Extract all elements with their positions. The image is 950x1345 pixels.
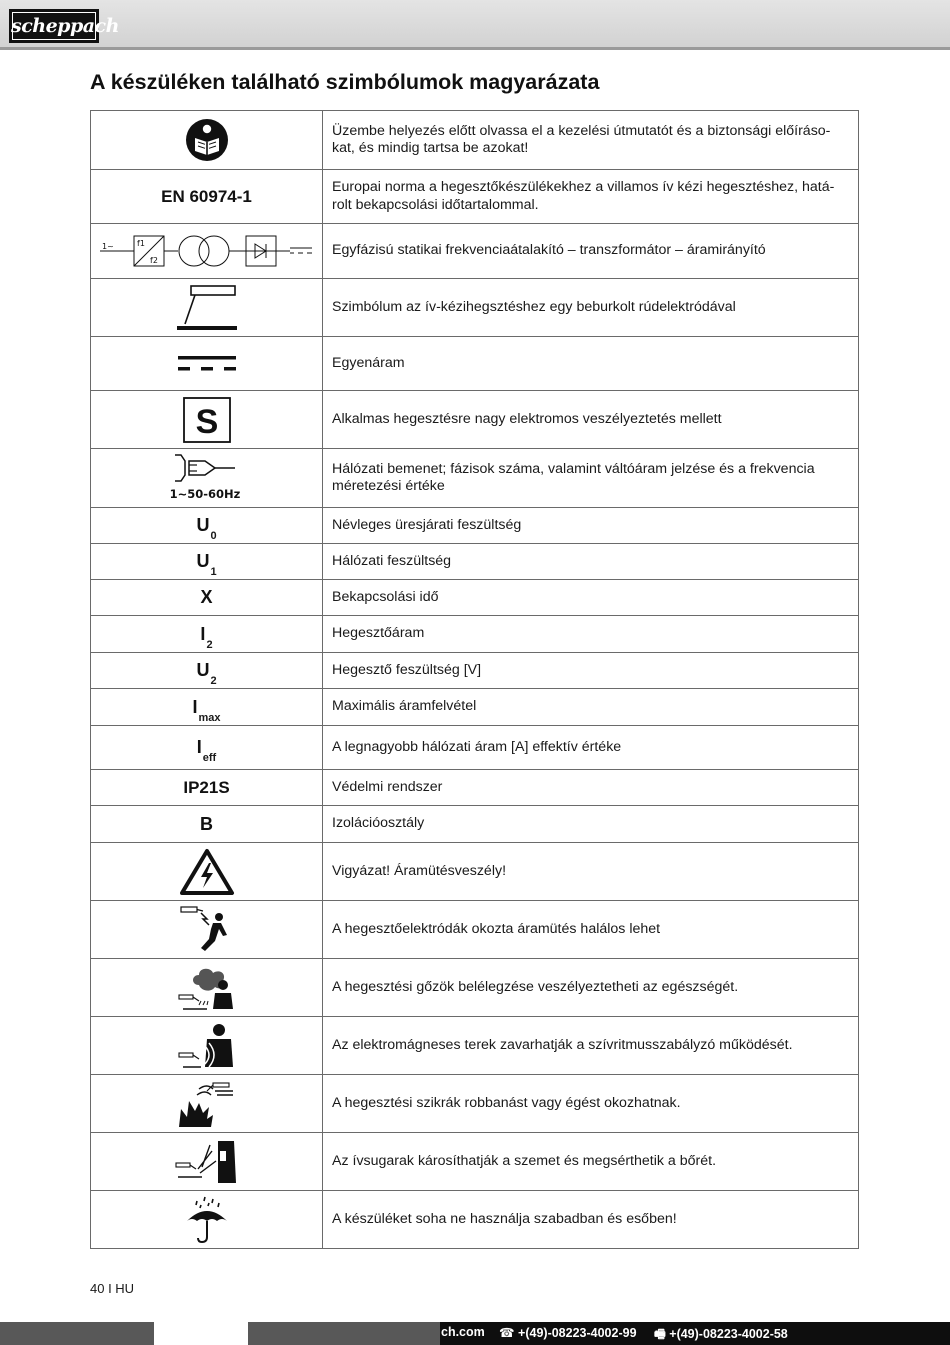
table-row (91, 391, 859, 449)
table-row (91, 1133, 859, 1191)
footer-segment (248, 1322, 440, 1345)
symbol-subscript: 0 (210, 530, 217, 542)
symbol-letter: X (200, 587, 213, 607)
symbol-cell (91, 806, 323, 843)
insulation-class-label: B (200, 813, 213, 834)
symbol-cell (91, 279, 323, 337)
footer-phone: ☎ +(49)-08223-4002-99 (499, 1326, 637, 1340)
table-row (91, 726, 859, 770)
table-row (91, 508, 859, 544)
table-row (91, 616, 859, 653)
table-row (91, 689, 859, 726)
footer-bar (0, 1322, 950, 1345)
row-description: Névleges üresjárati feszültség (323, 508, 859, 544)
table-row (91, 770, 859, 806)
symbol-cell (91, 689, 323, 726)
row-description: Vigyázat! Áramütésveszély! (323, 843, 859, 901)
symbol-cell (91, 1017, 323, 1075)
table-row (91, 959, 859, 1017)
row-description: A hegesztési szikrák robbanást vagy égést okozhatnak. (323, 1075, 859, 1133)
row-description: A hegesztési gőzök belélegzése veszélyeztetheti az egészségét. (323, 959, 859, 1017)
symbol-letter: I (196, 737, 202, 757)
symbol-letter: U (196, 551, 210, 571)
symbol-subscript: 1 (210, 566, 217, 578)
row-description: Az elektromágneses terek zavarhatják a szívritmusszabályzó működését. (323, 1017, 859, 1075)
s-mark-icon (183, 397, 231, 443)
symbol-letter: U (196, 660, 210, 680)
row-description: A legnagyobb hálózati áram [A] effektív értéke (323, 726, 859, 770)
symbol-cell (91, 653, 323, 689)
symbol-cell (91, 1133, 323, 1191)
symbol-cell (91, 170, 323, 224)
table-row (91, 1017, 859, 1075)
row-description: Europai norma a hegesztőkészülékekhez a villamos ív kézi hegesztéshez, hatá-rolt bekapcsolási időtartalommal. (323, 170, 859, 224)
row-description: A hegesztőelektródák okozta áramütés halálos lehet (323, 901, 859, 959)
row-description: Izolációosztály (323, 806, 859, 843)
table-row (91, 843, 859, 901)
symbol-subscript: 2 (206, 638, 213, 651)
table-row (91, 901, 859, 959)
row-description: Hegesztőáram (323, 616, 859, 653)
row-description: Egyfázisú statikai frekvenciaátalakító – transzformátor – áramirányító (323, 224, 859, 279)
row-description: Üzembe helyezés előtt olvassa el a kezelési útmutatót és a biztonsági előíráso-kat, és mindig tartsa be azokat! (323, 111, 859, 170)
row-description: A készüléket soha ne használja szabadban és esőben! (323, 1191, 859, 1249)
table-row (91, 337, 859, 391)
arc-rays-icon (174, 1137, 240, 1187)
footer-fax: 🖷 +(49)-08223-4002-58 (654, 1327, 788, 1341)
mains-plug-icon (167, 453, 247, 503)
mains-rating-label: 1~50-60Hz (169, 487, 240, 501)
symbol-subscript: eff (202, 752, 217, 764)
welding-fumes-icon (177, 963, 237, 1013)
symbol-cell (91, 1191, 323, 1249)
symbol-cell (91, 508, 323, 544)
header-bar (0, 0, 950, 50)
symbol-cell (91, 224, 323, 279)
s-mark-label: S (195, 402, 218, 441)
symbol-cell (91, 901, 323, 959)
symbol-cell (91, 843, 323, 901)
table-row (91, 580, 859, 616)
symbol-cell (91, 1075, 323, 1133)
symbol-cell (91, 959, 323, 1017)
row-description: Maximális áramfelvétel (323, 689, 859, 726)
electric-hazard-icon (179, 848, 235, 896)
electrode-welding-icon (175, 284, 239, 332)
standard-label: EN 60974-1 (161, 186, 252, 206)
table-row (91, 544, 859, 580)
welding-sparks-fire-icon (177, 1079, 237, 1129)
row-description: Hálózati feszültség (323, 544, 859, 580)
inverter-transformer-rectifier-icon (100, 231, 314, 271)
row-description: Bekapcsolási idő (323, 580, 859, 616)
f1-label: f1 (136, 239, 145, 248)
f2-label: f2 (149, 256, 158, 265)
page-title: A készüléken található szimbólumok magyarázata (90, 70, 600, 94)
scheppach-logo: scheppach (9, 9, 99, 43)
symbol-subscript: 2 (210, 675, 217, 687)
protection-class-label: IP21S (183, 777, 230, 797)
row-description: Szimbólum az ív-kézihegsztéshez egy beburkolt rúdelektródával (323, 279, 859, 337)
table-row (91, 170, 859, 224)
table-row (91, 279, 859, 337)
table-row (91, 1191, 859, 1249)
row-description: Alkalmas hegesztésre nagy elektromos veszélyeztetés mellett (323, 391, 859, 449)
symbol-cell (91, 580, 323, 616)
table-row (91, 806, 859, 843)
footer-segment (0, 1322, 154, 1345)
phase-label: 1~ (101, 242, 114, 251)
symbol-subscript: max (198, 711, 221, 724)
symbols-table (90, 110, 859, 1249)
read-manual-icon (185, 118, 229, 162)
electrode-shock-icon (179, 905, 235, 955)
row-description: Hálózati bemenet; fázisok száma, valamint váltóáram jelzése és a frekvencia méretezési értéke (323, 449, 859, 508)
symbol-letter: I (192, 696, 198, 717)
symbol-cell (91, 616, 323, 653)
table-row (91, 1075, 859, 1133)
symbol-cell (91, 770, 323, 806)
symbol-letter: U (196, 515, 210, 535)
symbol-cell (91, 111, 323, 170)
row-description: Az ívsugarak károsíthatják a szemet és megsérthetik a bőrét. (323, 1133, 859, 1191)
row-description: Védelmi rendszer (323, 770, 859, 806)
table-row (91, 449, 859, 508)
page-number: 40 I HU (90, 1281, 135, 1296)
symbol-letter: I (200, 623, 206, 644)
symbol-cell (91, 449, 323, 508)
symbol-cell (91, 337, 323, 391)
symbol-cell (91, 726, 323, 770)
table-row (91, 224, 859, 279)
footer-website[interactable]: ch.com (441, 1325, 485, 1339)
symbol-cell (91, 544, 323, 580)
table-row (91, 111, 859, 170)
row-description: Egyenáram (323, 337, 859, 391)
direct-current-icon (178, 354, 236, 374)
electromagnetic-field-pacemaker-icon (177, 1021, 237, 1071)
symbol-cell (91, 391, 323, 449)
no-rain-umbrella-icon (185, 1195, 229, 1245)
row-description: Hegesztő feszültség [V] (323, 653, 859, 689)
table-row (91, 653, 859, 689)
